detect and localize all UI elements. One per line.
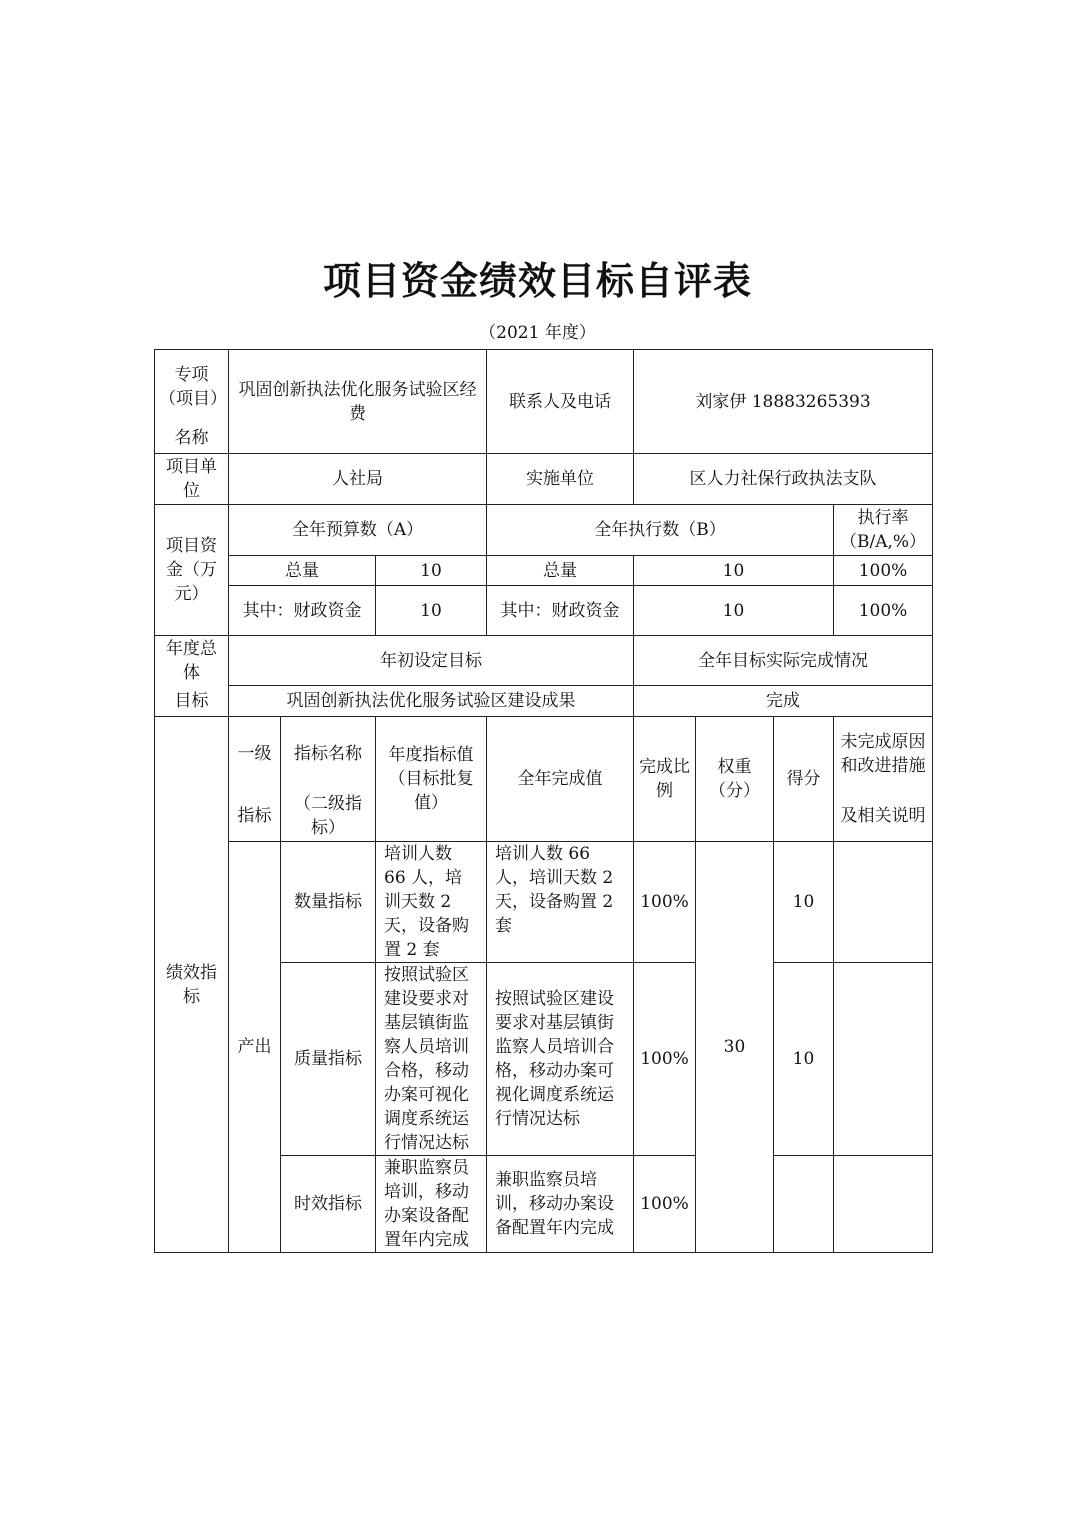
header-target: 年度指标值（目标批复值）: [376, 717, 487, 842]
total-rate: 100%: [834, 556, 933, 586]
indicator-actual: 按照试验区建设要求对基层镇街监察人员培训合格，移动办案可视化调度系统运行情况达标: [487, 963, 634, 1156]
total-budget: 10: [376, 556, 487, 586]
funds-label: 项目资金（万元）: [155, 505, 229, 636]
total-exec-label: 总量: [487, 556, 634, 586]
page-title: 项目资金绩效目标自评表: [322, 258, 752, 303]
indicator-score: 10: [774, 963, 834, 1156]
indicator-ratio: 100%: [634, 842, 696, 963]
header-score: 得分: [774, 717, 834, 842]
unit-value: 人社局: [229, 454, 487, 505]
total-exec: 10: [634, 556, 834, 586]
contact-value: 刘家伊 18883265393: [634, 350, 933, 454]
indicator-target: 按照试验区建设要求对基层镇街监察人员培训合格，移动办案可视化调度系统运行情况达标: [376, 963, 487, 1156]
indicator-weight: 30: [696, 842, 774, 1253]
indicator-reason: [834, 1156, 933, 1253]
indicator-ratio: 100%: [634, 963, 696, 1156]
project-name: 巩固创新执法优化服务试验区经费: [229, 350, 487, 454]
project-name-label-top: 专项（项目）: [155, 350, 229, 424]
header-level1-bottom: 指标: [229, 791, 281, 842]
goal-initial: 巩固创新执法优化服务试验区建设成果: [229, 686, 634, 717]
indicator-target: 兼职监察员培训，移动办案设备配置年内完成: [376, 1156, 487, 1253]
indicator-score: 10: [774, 842, 834, 963]
indicator-actual: 培训人数 66 人，培训天数 2 天，设备购置 2 套: [487, 842, 634, 963]
header-name-bottom: （二级指标）: [281, 791, 376, 842]
fiscal-exec-label: 其中：财政资金: [487, 586, 634, 636]
indicator-name: 质量指标: [281, 963, 376, 1156]
goal-initial-header: 年初设定目标: [229, 636, 634, 686]
impl-unit-value: 区人力社保行政执法支队: [634, 454, 933, 505]
perf-label: 绩效指标: [155, 717, 229, 1253]
exec-header: 全年执行数（B）: [487, 505, 834, 556]
indicator-reason: [834, 842, 933, 963]
header-ratio: 完成比例: [634, 717, 696, 842]
fiscal-label: 其中：财政资金: [229, 586, 376, 636]
impl-unit-label: 实施单位: [487, 454, 634, 505]
budget-header: 全年预算数（A）: [229, 505, 487, 556]
header-weight: 权重（分）: [696, 717, 774, 842]
indicator-score: [774, 1156, 834, 1253]
header-name-top: 指标名称: [281, 717, 376, 791]
contact-label: 联系人及电话: [487, 350, 634, 454]
goal-actual: 完成: [634, 686, 933, 717]
project-name-label-bottom: 名称: [155, 424, 229, 454]
header-actual: 全年完成值: [487, 717, 634, 842]
indicator-name: 时效指标: [281, 1156, 376, 1253]
indicator-ratio: 100%: [634, 1156, 696, 1253]
year-subtitle: （2021 年度）: [479, 323, 596, 343]
indicator-reason: [834, 963, 933, 1156]
goal-actual-header: 全年目标实际完成情况: [634, 636, 933, 686]
unit-label: 项目单位: [155, 454, 229, 505]
indicator-name: 数量指标: [281, 842, 376, 963]
fiscal-rate: 100%: [834, 586, 933, 636]
fiscal-exec: 10: [634, 586, 834, 636]
level1-output: 产出: [229, 842, 281, 1253]
goal-label-top: 年度总体: [155, 636, 229, 686]
header-level1-top: 一级: [229, 717, 281, 791]
goal-label-bottom: 目标: [155, 686, 229, 717]
total-label: 总量: [229, 556, 376, 586]
evaluation-table: [154, 349, 933, 1253]
rate-header: 执行率（B/A,%）: [834, 505, 933, 556]
indicator-target: 培训人数 66 人，培训天数 2 天，设备购置 2 套: [376, 842, 487, 963]
header-reason-bottom: 及相关说明: [834, 791, 933, 842]
fiscal-budget: 10: [376, 586, 487, 636]
indicator-actual: 兼职监察员培训，移动办案设备配置年内完成: [487, 1156, 634, 1253]
header-reason-top: 未完成原因和改进措施: [834, 717, 933, 791]
